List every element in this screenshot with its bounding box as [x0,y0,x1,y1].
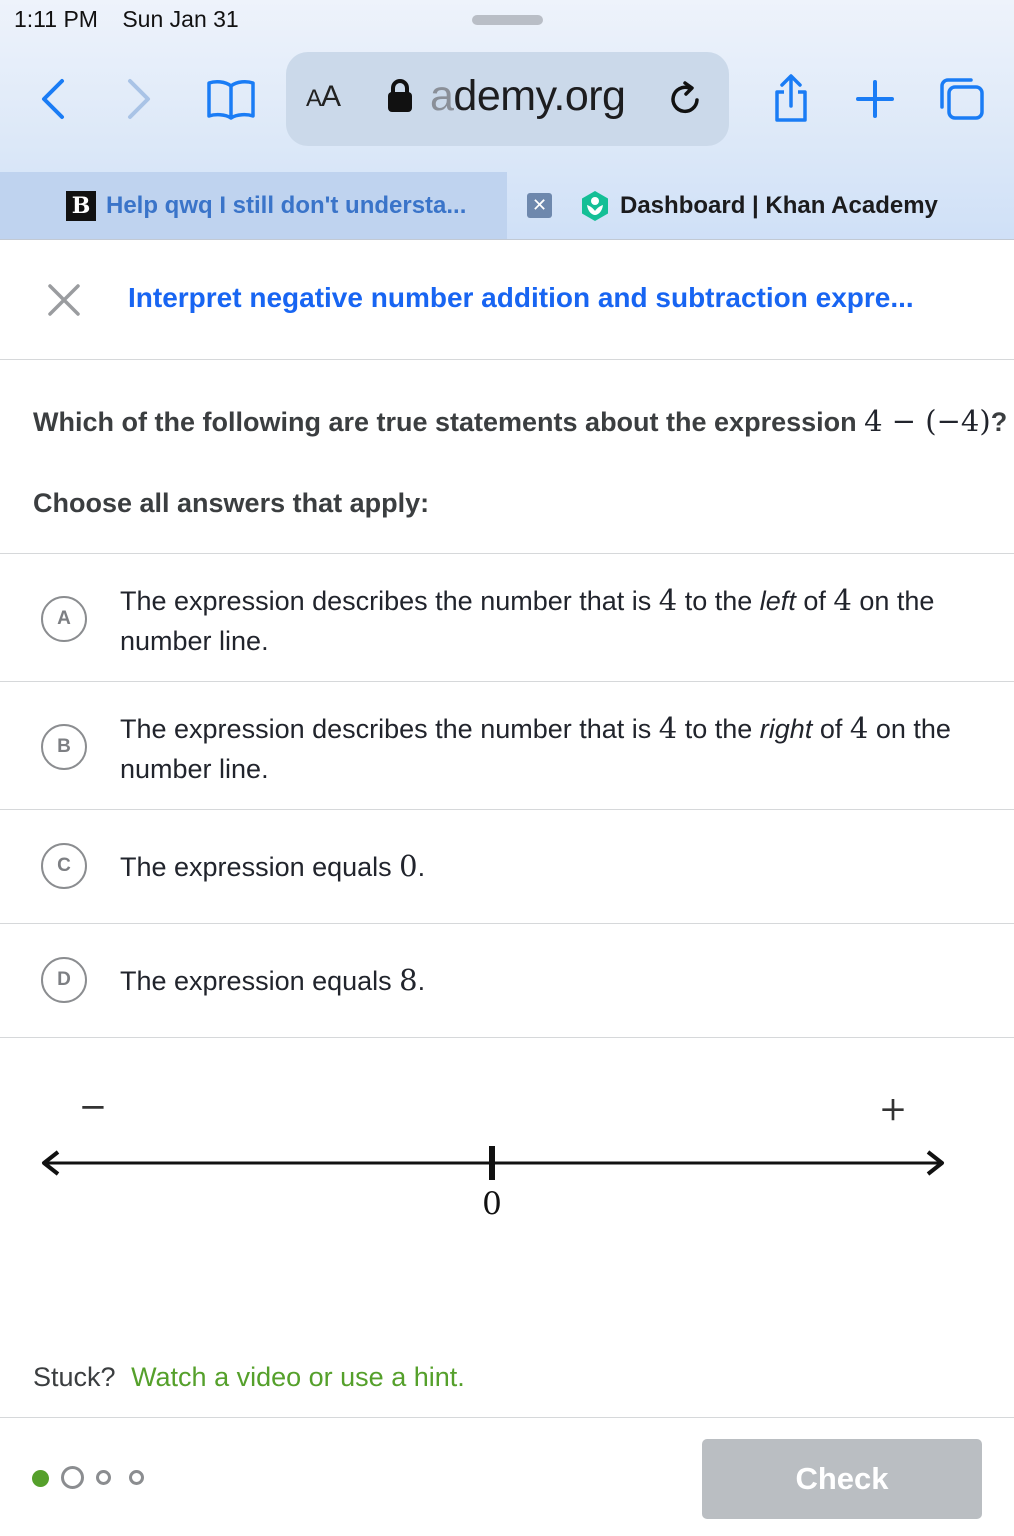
minus-label: − [78,1087,108,1127]
browser-chrome [0,0,1014,240]
choice-text: The expression describes the number that is 4 to the right of 4 on the number line. [120,711,951,784]
choice-text: The expression describes the number that is 4 to the left of 4 on the number line. [120,583,935,656]
choice-d[interactable] [0,924,1014,1038]
instruction-text: Choose all answers that apply: [33,488,430,518]
progress-dot [96,1470,111,1485]
forward-icon[interactable] [116,52,162,146]
status-time: 1:11 PM [14,6,98,32]
stuck-row [33,1362,465,1393]
new-tab-icon[interactable] [852,52,898,146]
brainly-favicon: B [66,191,96,221]
reload-icon[interactable] [667,80,705,118]
number-line [0,1080,1014,1230]
url-text[interactable]: ademy.org [430,72,626,120]
plus-label: + [878,1089,908,1129]
check-button[interactable]: Check [702,1439,982,1519]
share-icon[interactable] [766,52,816,146]
question-text: Which of the following are true statements about the expression 4 − (−4)? [33,404,1008,438]
progress-dot [129,1470,144,1485]
lock-icon [387,78,413,114]
choice-text: The expression equals 0. [120,849,426,883]
khan-academy-icon [580,190,610,222]
question-expression: 4 − (−4) [864,404,991,438]
exercise-footer [0,1417,1014,1536]
tab-khan-dashboard[interactable] [507,172,1014,239]
bookmarks-icon[interactable] [200,52,262,146]
status-date: Sun Jan 31 [122,6,239,32]
choice-c[interactable] [0,810,1014,924]
exercise-header [0,240,1014,360]
status-bar [14,6,257,33]
text-size-button[interactable]: AA [306,80,341,113]
choice-text: The expression equals 8. [120,963,426,997]
close-tab-icon[interactable]: ✕ [527,193,552,218]
browser-toolbar [0,52,1014,146]
progress-dot-current [61,1466,84,1489]
exercise-title[interactable]: Interpret negative number addition and subtraction expre... [128,282,914,313]
progress-dot-completed [32,1470,49,1487]
zero-label: 0 [482,1186,502,1222]
stuck-label: Stuck? [33,1362,116,1392]
multitasking-grabber[interactable] [472,15,543,25]
choice-a[interactable] [0,554,1014,682]
back-icon[interactable] [30,52,76,146]
tab-brainly-question[interactable] [0,172,507,239]
answer-choices [0,553,1014,1038]
tab-title: Help qwq I still don't understa... [106,191,467,219]
tab-title: Dashboard | Khan Academy [620,191,938,219]
choice-b[interactable] [0,682,1014,810]
hint-link[interactable]: Watch a video or use a hint. [131,1362,465,1392]
choice-letter-b: B [41,724,87,770]
choice-letter-c: C [41,843,87,889]
close-icon[interactable] [44,280,84,320]
tab-bar [0,172,1014,240]
choice-letter-d: D [41,957,87,1003]
tabs-overview-icon[interactable] [936,52,988,146]
choice-letter-a: A [41,596,87,642]
